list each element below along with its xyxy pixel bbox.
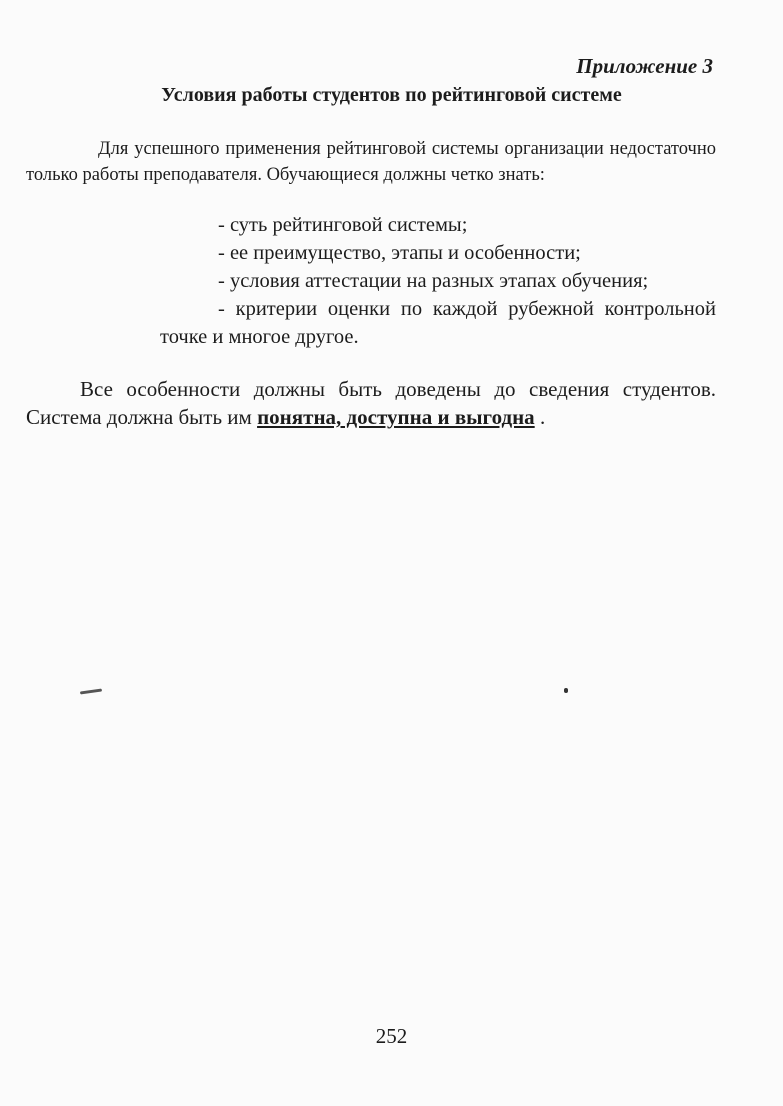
list-item: - ее преимущество, этапы и особенности; [218,242,581,264]
intro-text: Для успешного применения рейтинговой системы организации недостаточно только работы преподавателя. Обучающиеся должны четко знать: [26,139,716,185]
closing-text [26,375,716,431]
list-item: - суть рейтинговой системы; [218,214,468,236]
list-item: - условия аттестации на разных этапах обучения; [218,270,649,292]
scan-smudge [80,688,102,694]
appendix-label: Приложение 3 [576,54,713,78]
page-title: Условия работы студентов по рейтинговой системе [161,84,622,106]
scan-speck [564,688,568,693]
closing-paragraph [26,375,716,431]
closing-text-start: Все особенности должны быть доведены до сведения студентов. Система должна быть им [26,377,716,429]
requirements-list [160,211,716,351]
list-item: - критерии оценки по каждой рубежной контрольной точке и многое другое. [160,298,716,348]
closing-emphasis: понятна, доступна и выгодна [257,405,535,429]
intro-paragraph [26,136,716,188]
page-number: 252 [375,1024,408,1048]
closing-text-end: . [534,405,546,429]
